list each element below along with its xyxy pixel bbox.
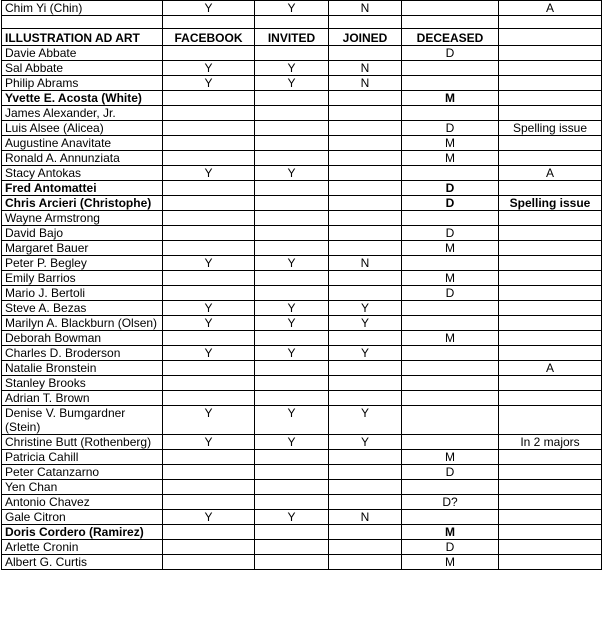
cell-invited: Y [255, 61, 329, 76]
cell-note [499, 346, 602, 361]
cell-joined: N [329, 510, 402, 525]
cell-name: Emily Barrios [2, 271, 163, 286]
cell-note [499, 450, 602, 465]
cell-joined: Y [329, 346, 402, 361]
cell-facebook: Y [163, 301, 255, 316]
table-row [2, 226, 602, 241]
cell-facebook [163, 181, 255, 196]
cell-facebook: Y [163, 76, 255, 91]
header-deceased: DECEASED [402, 29, 499, 46]
cell-note [499, 181, 602, 196]
cell-deceased: M [402, 555, 499, 570]
cell-joined [329, 286, 402, 301]
cell-deceased [402, 376, 499, 391]
cell-note [499, 286, 602, 301]
cell-facebook [163, 391, 255, 406]
table-row [2, 406, 602, 435]
cell-facebook: Y [163, 510, 255, 525]
header-facebook: FACEBOOK [163, 29, 255, 46]
cell-facebook [163, 226, 255, 241]
cell-joined [329, 495, 402, 510]
cell-invited [255, 181, 329, 196]
cell-joined [329, 166, 402, 181]
cell-deceased: M [402, 241, 499, 256]
table-row-top [2, 1, 602, 16]
cell-joined [329, 46, 402, 61]
cell-deceased: M [402, 271, 499, 286]
cell-deceased [402, 76, 499, 91]
cell-invited: Y [255, 166, 329, 181]
cell-invited: Y [255, 1, 329, 16]
cell-facebook [163, 241, 255, 256]
table-row [2, 450, 602, 465]
cell-joined [329, 391, 402, 406]
cell-name: Peter Catanzarno [2, 465, 163, 480]
cell-note [499, 540, 602, 555]
table-row [2, 391, 602, 406]
cell-facebook [163, 465, 255, 480]
cell-name: Yen Chan [2, 480, 163, 495]
cell-name: Yvette E. Acosta (White) [2, 91, 163, 106]
roster-table [1, 0, 602, 570]
cell-joined [329, 480, 402, 495]
cell-note [499, 271, 602, 286]
cell-deceased: D [402, 181, 499, 196]
cell-invited [255, 376, 329, 391]
cell-invited [255, 226, 329, 241]
cell-note: A [499, 1, 602, 16]
table-row [2, 525, 602, 540]
cell-deceased [402, 406, 499, 435]
cell-deceased [402, 301, 499, 316]
table-row [2, 196, 602, 211]
cell-invited: Y [255, 406, 329, 435]
cell-deceased: M [402, 136, 499, 151]
cell-note: In 2 majors [499, 435, 602, 450]
cell-deceased [402, 316, 499, 331]
cell-deceased: M [402, 151, 499, 166]
table-row [2, 271, 602, 286]
cell-joined [329, 121, 402, 136]
cell-note [499, 61, 602, 76]
cell-facebook [163, 136, 255, 151]
cell-name: Ronald A. Annunziata [2, 151, 163, 166]
cell-name: Steve A. Bezas [2, 301, 163, 316]
cell-deceased: D [402, 226, 499, 241]
cell-invited [255, 91, 329, 106]
cell-deceased: M [402, 331, 499, 346]
cell-joined [329, 106, 402, 121]
cell-deceased [402, 166, 499, 181]
cell-joined [329, 226, 402, 241]
header-joined: JOINED [329, 29, 402, 46]
table-row [2, 435, 602, 450]
cell-name: Denise V. Bumgardner (Stein) [2, 406, 163, 435]
cell-name: Sal Abbate [2, 61, 163, 76]
cell-joined [329, 361, 402, 376]
cell-invited: Y [255, 301, 329, 316]
cell-name: Arlette Cronin [2, 540, 163, 555]
cell-name: Charles D. Broderson [2, 346, 163, 361]
cell-name: Gale Citron [2, 510, 163, 525]
table-row [2, 316, 602, 331]
cell-joined [329, 465, 402, 480]
header-invited: INVITED [255, 29, 329, 46]
cell-name: Natalie Bronstein [2, 361, 163, 376]
cell-joined: N [329, 76, 402, 91]
cell-invited [255, 391, 329, 406]
cell-name: Margaret Bauer [2, 241, 163, 256]
cell-joined: N [329, 256, 402, 271]
cell-joined [329, 271, 402, 286]
cell-joined [329, 136, 402, 151]
cell-joined [329, 91, 402, 106]
cell-facebook [163, 286, 255, 301]
cell-deceased: D [402, 286, 499, 301]
cell-note [499, 316, 602, 331]
cell-note [499, 106, 602, 121]
table-row [2, 286, 602, 301]
table-row [2, 376, 602, 391]
table-row [2, 540, 602, 555]
cell-note [499, 525, 602, 540]
cell-invited [255, 540, 329, 555]
table-row [2, 256, 602, 271]
table-row [2, 465, 602, 480]
cell-invited [255, 136, 329, 151]
cell-note [499, 555, 602, 570]
cell-note: Spelling issue [499, 196, 602, 211]
cell-facebook [163, 540, 255, 555]
cell-invited [255, 480, 329, 495]
cell-joined [329, 376, 402, 391]
cell-deceased: M [402, 525, 499, 540]
table-row [2, 46, 602, 61]
table-row [2, 91, 602, 106]
cell-joined [329, 525, 402, 540]
cell-invited: Y [255, 435, 329, 450]
cell-facebook: Y [163, 435, 255, 450]
cell-facebook [163, 151, 255, 166]
cell-deceased [402, 106, 499, 121]
cell-facebook: Y [163, 346, 255, 361]
cell-note [499, 331, 602, 346]
cell-note [499, 510, 602, 525]
cell-deceased: D [402, 465, 499, 480]
table-row [2, 166, 602, 181]
cell-facebook [163, 196, 255, 211]
cell-deceased [402, 435, 499, 450]
cell-joined [329, 211, 402, 226]
cell-note [499, 241, 602, 256]
table-row [2, 241, 602, 256]
cell-facebook [163, 376, 255, 391]
cell-invited: Y [255, 316, 329, 331]
cell-invited [255, 196, 329, 211]
cell-joined [329, 151, 402, 166]
cell-deceased: M [402, 450, 499, 465]
table-row [2, 76, 602, 91]
cell-facebook: Y [163, 166, 255, 181]
cell-name: Antonio Chavez [2, 495, 163, 510]
cell-joined [329, 196, 402, 211]
cell-name: Peter P. Begley [2, 256, 163, 271]
table-row [2, 331, 602, 346]
cell-invited [255, 450, 329, 465]
cell-invited [255, 211, 329, 226]
cell-deceased [402, 61, 499, 76]
cell-note [499, 46, 602, 61]
cell-name: Stacy Antokas [2, 166, 163, 181]
cell-deceased [402, 391, 499, 406]
spacer-row [2, 16, 602, 29]
cell-facebook: Y [163, 1, 255, 16]
cell-note [499, 211, 602, 226]
cell-invited [255, 525, 329, 540]
cell-facebook [163, 91, 255, 106]
header-notes [499, 29, 602, 46]
table-row [2, 361, 602, 376]
cell-facebook [163, 121, 255, 136]
cell-deceased [402, 211, 499, 226]
table-row [2, 555, 602, 570]
cell-facebook [163, 331, 255, 346]
table-row [2, 151, 602, 166]
cell-note: A [499, 361, 602, 376]
cell-name: Wayne Armstrong [2, 211, 163, 226]
table-row [2, 346, 602, 361]
cell-note [499, 406, 602, 435]
cell-joined [329, 555, 402, 570]
table-row [2, 106, 602, 121]
cell-facebook: Y [163, 256, 255, 271]
cell-joined: Y [329, 316, 402, 331]
table-row [2, 121, 602, 136]
cell-name: Philip Abrams [2, 76, 163, 91]
cell-invited [255, 465, 329, 480]
cell-joined [329, 331, 402, 346]
cell-invited [255, 271, 329, 286]
cell-deceased: D? [402, 495, 499, 510]
table-row [2, 480, 602, 495]
cell-facebook [163, 46, 255, 61]
table-row [2, 301, 602, 316]
cell-name: Davie Abbate [2, 46, 163, 61]
cell-note: Spelling issue [499, 121, 602, 136]
cell-note [499, 480, 602, 495]
cell-invited [255, 151, 329, 166]
cell-name: Doris Cordero (Ramirez) [2, 525, 163, 540]
cell-deceased: D [402, 121, 499, 136]
cell-name: Deborah Bowman [2, 331, 163, 346]
cell-note: A [499, 166, 602, 181]
table-row [2, 510, 602, 525]
cell-facebook: Y [163, 316, 255, 331]
cell-note [499, 256, 602, 271]
table-row [2, 136, 602, 151]
cell-facebook [163, 480, 255, 495]
cell-note [499, 151, 602, 166]
cell-name: Stanley Brooks [2, 376, 163, 391]
cell-joined [329, 540, 402, 555]
cell-joined: Y [329, 435, 402, 450]
header-row [2, 29, 602, 46]
cell-note [499, 391, 602, 406]
cell-note [499, 136, 602, 151]
cell-note [499, 301, 602, 316]
cell-facebook [163, 211, 255, 226]
cell-note [499, 495, 602, 510]
cell-invited: Y [255, 346, 329, 361]
cell-invited [255, 106, 329, 121]
cell-facebook [163, 361, 255, 376]
cell-facebook [163, 106, 255, 121]
cell-deceased [402, 480, 499, 495]
cell-facebook: Y [163, 61, 255, 76]
cell-name: Christine Butt (Rothenberg) [2, 435, 163, 450]
cell-facebook [163, 450, 255, 465]
cell-deceased [402, 361, 499, 376]
cell-name: Marilyn A. Blackburn (Olsen) [2, 316, 163, 331]
cell-name: Chim Yi (Chin) [2, 1, 163, 16]
cell-invited: Y [255, 76, 329, 91]
cell-deceased [402, 1, 499, 16]
cell-facebook [163, 271, 255, 286]
cell-invited [255, 46, 329, 61]
cell-joined: Y [329, 301, 402, 316]
cell-joined: Y [329, 406, 402, 435]
cell-invited [255, 361, 329, 376]
cell-note [499, 91, 602, 106]
table-row [2, 61, 602, 76]
cell-deceased [402, 346, 499, 361]
cell-invited [255, 241, 329, 256]
cell-facebook [163, 495, 255, 510]
cell-invited [255, 331, 329, 346]
cell-name: Augustine Anavitate [2, 136, 163, 151]
cell-name: Mario J. Bertoli [2, 286, 163, 301]
cell-invited [255, 286, 329, 301]
cell-name: Adrian T. Brown [2, 391, 163, 406]
cell-name: David Bajo [2, 226, 163, 241]
cell-name: Chris Arcieri (Christophe) [2, 196, 163, 211]
cell-name: James Alexander, Jr. [2, 106, 163, 121]
cell-facebook: Y [163, 406, 255, 435]
table-row [2, 211, 602, 226]
cell-note [499, 465, 602, 480]
table-row [2, 181, 602, 196]
cell-deceased: D [402, 46, 499, 61]
cell-facebook [163, 555, 255, 570]
cell-invited [255, 495, 329, 510]
cell-deceased [402, 510, 499, 525]
cell-joined [329, 241, 402, 256]
cell-name: Fred Antomattei [2, 181, 163, 196]
cell-note [499, 376, 602, 391]
cell-deceased: M [402, 91, 499, 106]
cell-invited: Y [255, 256, 329, 271]
cell-facebook [163, 525, 255, 540]
table-row [2, 495, 602, 510]
cell-joined [329, 181, 402, 196]
cell-invited [255, 121, 329, 136]
cell-joined [329, 450, 402, 465]
cell-deceased: D [402, 196, 499, 211]
cell-invited: Y [255, 510, 329, 525]
cell-note [499, 76, 602, 91]
cell-note [499, 226, 602, 241]
cell-deceased: D [402, 540, 499, 555]
cell-name: Patricia Cahill [2, 450, 163, 465]
cell-invited [255, 555, 329, 570]
cell-name: Luis Alsee (Alicea) [2, 121, 163, 136]
cell-joined: N [329, 61, 402, 76]
cell-deceased [402, 256, 499, 271]
cell-name: Albert G. Curtis [2, 555, 163, 570]
cell-joined: N [329, 1, 402, 16]
header-section: ILLUSTRATION AD ART [2, 29, 163, 46]
